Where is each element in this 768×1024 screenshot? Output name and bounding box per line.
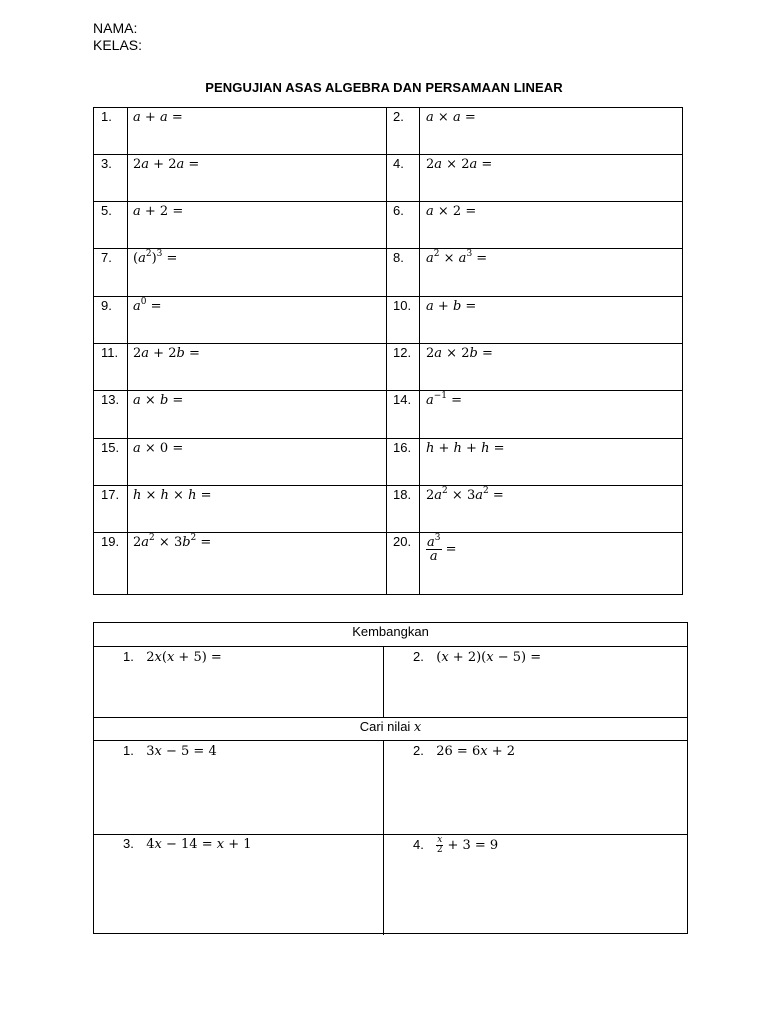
- table-divider: [94, 154, 682, 155]
- expand-question: 1. 2x(x + 5) =: [123, 649, 222, 665]
- question-expression: $\frac{a^3}{a}$ =: [427, 532, 457, 564]
- question-expression: a × 0 =: [133, 441, 184, 456]
- table-divider: [94, 646, 687, 647]
- question-number: 13.: [101, 392, 120, 407]
- question-number: 16.: [393, 440, 412, 455]
- name-label: NAMA:: [93, 20, 138, 36]
- question-number: 8.: [393, 250, 404, 265]
- solve-question: 4. $\frac{x}{2}$ + 3 = 9: [413, 835, 499, 855]
- table-divider: [94, 485, 682, 486]
- table-divider: [94, 740, 687, 741]
- question-expression: a + a =: [133, 110, 183, 125]
- student-info: [93, 20, 142, 54]
- question-expression: h + h + h =: [426, 441, 505, 456]
- section-header-solve: Cari nilai x: [359, 719, 422, 735]
- table-divider: [386, 108, 387, 594]
- question-expression: a × 2 =: [426, 204, 477, 219]
- table-divider: [419, 108, 420, 594]
- table-divider: [94, 834, 687, 835]
- question-expression: 2a × 2a =: [426, 157, 493, 172]
- question-number: 12.: [393, 345, 412, 360]
- table-divider: [383, 646, 384, 717]
- question-expression: a × b =: [133, 393, 184, 408]
- question-expression: h × h × h =: [133, 488, 212, 503]
- table-divider: [94, 296, 682, 297]
- table-divider: [94, 248, 682, 249]
- question-number: 3.: [101, 156, 112, 171]
- question-number: 18.: [393, 487, 412, 502]
- question-expression: 2a + 2a =: [133, 157, 200, 172]
- question-number: 5.: [101, 203, 112, 218]
- table-divider: [94, 532, 682, 533]
- question-number: 10.: [393, 298, 412, 313]
- table-divider: [94, 438, 682, 439]
- question-expression: a + b =: [426, 299, 477, 314]
- question-number: 11.: [101, 345, 119, 360]
- solve-question: 3. 4x − 14 = x + 1: [123, 836, 252, 852]
- question-number: 20.: [393, 534, 412, 549]
- question-expression: a + 2 =: [133, 204, 184, 219]
- question-expression: $(a^2)^3$ =: [133, 248, 178, 266]
- table-divider: [94, 390, 682, 391]
- table-divider: [94, 717, 687, 718]
- table-divider: [94, 343, 682, 344]
- question-number: 17.: [101, 487, 120, 502]
- question-number: 14.: [393, 392, 412, 407]
- page-title: PENGUJIAN ASAS ALGEBRA DAN PERSAMAAN LINEAR: [205, 80, 563, 95]
- solve-question: 1. 3x − 5 = 4: [123, 743, 217, 759]
- question-expression: 2a + 2b =: [133, 346, 200, 361]
- question-number: 6.: [393, 203, 404, 218]
- question-number: 15.: [101, 440, 120, 455]
- table-divider: [94, 201, 682, 202]
- solve-question: 2. 26 = 6x + 2: [413, 743, 515, 759]
- question-expression: a × a =: [426, 110, 476, 125]
- question-expression: $a^{-1}$ =: [426, 390, 463, 408]
- questions-table: [93, 107, 683, 595]
- expand-question: 2. (x + 2)(x − 5) =: [413, 649, 542, 665]
- question-expression: 2a × 2b =: [426, 346, 493, 361]
- question-number: 9.: [101, 298, 112, 313]
- question-number: 1.: [101, 109, 112, 124]
- section-header-expand: Kembangkan: [352, 624, 429, 639]
- table-divider: [127, 108, 128, 594]
- question-number: 19.: [101, 534, 120, 549]
- exercise-table: [93, 622, 688, 934]
- question-expression: $2a^2 \times 3a^2$ =: [426, 485, 504, 503]
- question-expression: $a^2 \times a^3$ =: [426, 248, 488, 266]
- question-number: 4.: [393, 156, 404, 171]
- question-expression: $a^0$ =: [133, 296, 162, 314]
- table-divider: [383, 740, 384, 935]
- class-label: KELAS:: [93, 37, 143, 53]
- question-expression: $2a^2 \times 3b^2$ =: [133, 532, 212, 550]
- question-number: 7.: [101, 250, 112, 265]
- question-number: 2.: [393, 109, 404, 124]
